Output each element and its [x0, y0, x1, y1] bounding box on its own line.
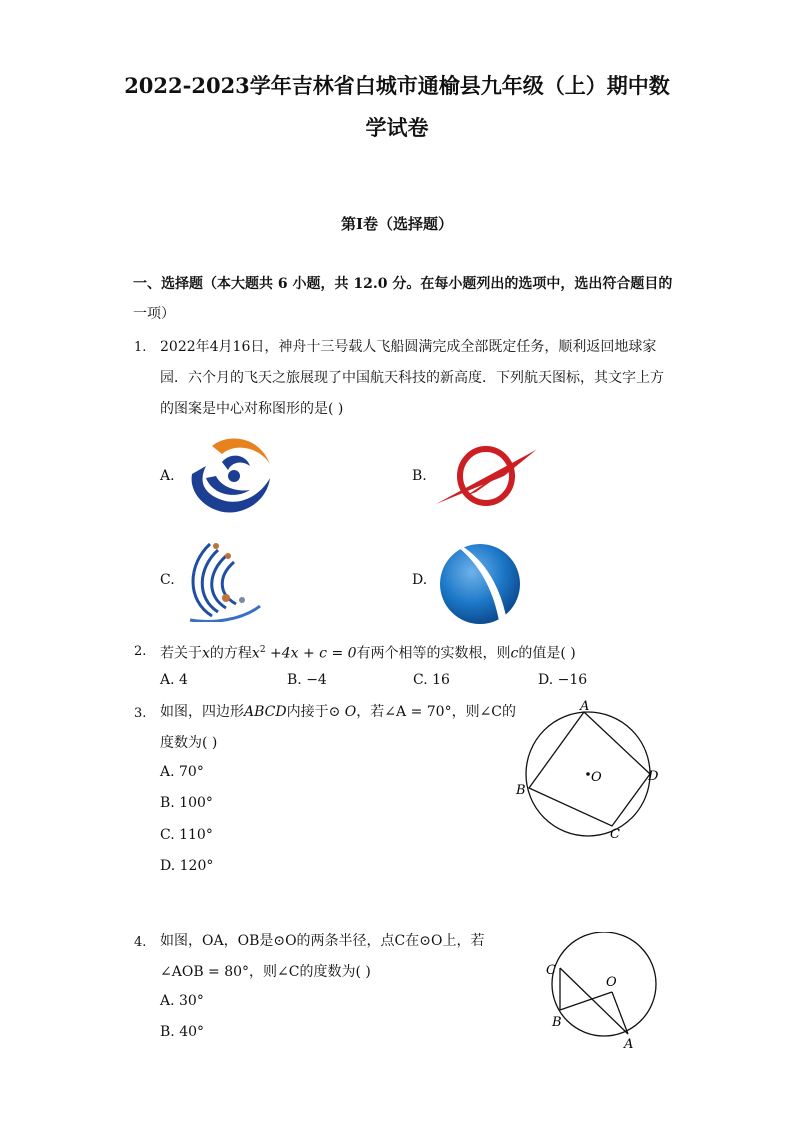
page-title: 2022-2023学年吉林省白城市通榆县九年级（上）期中数 — [124, 73, 670, 98]
option-c: C. 110° — [160, 827, 213, 843]
label-b: B — [552, 1015, 562, 1030]
text-fragment: 的方程 — [209, 645, 252, 662]
label-b: B — [516, 783, 526, 798]
option-b: B. 100° — [160, 795, 213, 811]
option-a: A. 4 — [160, 672, 188, 688]
question-text: ∠AOB = 80°，则∠C的度数为( ) — [160, 964, 371, 980]
question-text: 如图，OA，OB是⊙O的两条半径，点C在⊙O上，若 — [160, 933, 485, 949]
question-number: 1. — [134, 340, 147, 355]
math-var: x — [251, 645, 260, 662]
logo-d-icon — [436, 536, 524, 626]
label-o: O — [606, 975, 617, 990]
label-o: O — [591, 770, 602, 785]
logo-b-icon — [436, 446, 538, 506]
text-fragment: 如图，四边形 — [160, 704, 244, 720]
question-text: 2022年4月16日，神舟十三号载人飞船圆满完成全部既定任务，顺利返回地球家 — [160, 339, 657, 355]
option-b: B. −4 — [287, 672, 327, 688]
question-text: 园．六个月的飞天之旅展现了中国航天科技的新高度．下列航天图标，其文字上方 — [160, 370, 664, 386]
text-fragment: 若关于 — [160, 645, 202, 662]
option-a-label: A. — [160, 468, 175, 484]
text-fragment: ，若∠A = 70°，则∠C的 — [356, 704, 517, 720]
part-heading: 一、选择题（本大题共 6 小题，共 12.0 分。在每小题列出的选项中，选出符合题目的 — [133, 276, 673, 292]
option-d: D. −16 — [538, 672, 588, 688]
center-point — [586, 772, 590, 776]
math-var: ABCD — [244, 704, 287, 720]
option-d-label: D. — [412, 572, 428, 588]
question-text: 的图案是中心对称图形的是( ) — [160, 401, 344, 417]
option-b-label: B. — [412, 468, 427, 484]
label-a: A — [580, 699, 590, 714]
question-text — [160, 702, 516, 722]
option-a: A. 70° — [160, 764, 204, 780]
option-c-label: C. — [160, 572, 175, 588]
option-c: C. 16 — [413, 672, 450, 688]
section-title: 第I卷（选择题） — [340, 215, 454, 233]
logo-c-icon — [182, 540, 262, 622]
quadrilateral-abcd — [529, 712, 650, 826]
radius-oa — [612, 992, 628, 1034]
option-b: B. 40° — [160, 1024, 205, 1040]
radius-ob — [560, 992, 612, 1010]
math-expression: +4x + c = 0 — [265, 645, 357, 662]
question-number: 2. — [134, 644, 147, 659]
question-text: 度数为( ) — [160, 735, 218, 751]
question-number: 3. — [134, 706, 147, 721]
option-a: A. 30° — [160, 993, 204, 1009]
math-exponent: 2 — [259, 645, 266, 655]
option-d: D. 120° — [160, 858, 214, 874]
circle-radius-figure — [540, 932, 664, 1050]
label-a: A — [624, 1037, 634, 1050]
page-title-line2: 学试卷 — [365, 115, 429, 140]
math-var: ⊙ O — [328, 704, 357, 720]
question-text — [160, 640, 576, 664]
label-c: C — [610, 827, 620, 842]
question-number: 4. — [134, 935, 147, 950]
circle-o — [552, 932, 656, 1036]
math-var: x — [202, 645, 210, 662]
label-d: D — [648, 769, 659, 784]
circle-quadrilateral-figure — [512, 698, 668, 842]
math-var: c — [510, 645, 519, 662]
label-c: C — [546, 963, 556, 978]
logo-a-icon — [186, 434, 272, 516]
text-fragment: 有两个相等的实数根，则 — [356, 645, 511, 662]
text-fragment: 内接于 — [286, 704, 329, 720]
text-fragment: 的值是( ) — [518, 645, 576, 662]
part-heading-line2: 一项） — [133, 306, 175, 322]
